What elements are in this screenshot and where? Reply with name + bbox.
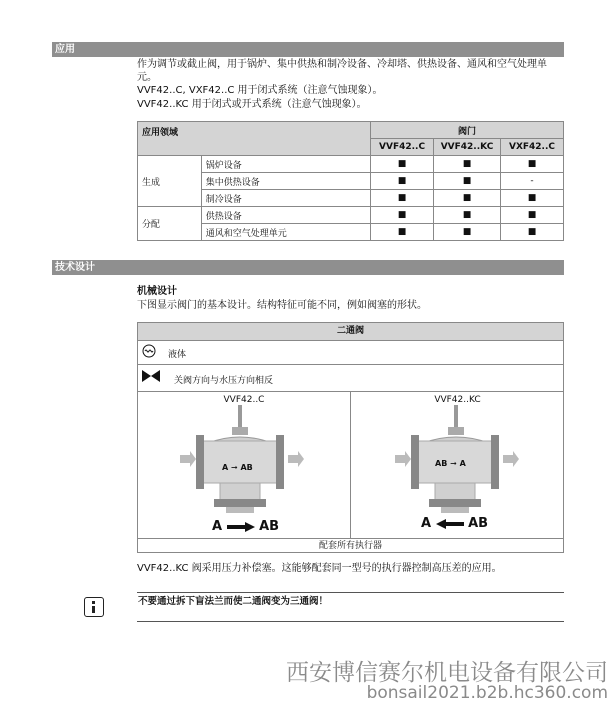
group-distribution: 分配 bbox=[138, 207, 202, 241]
mark-cell: ■ bbox=[434, 156, 501, 173]
mark-cell: ■ bbox=[371, 224, 434, 241]
arrow-left-icon bbox=[436, 519, 464, 529]
table-row bbox=[138, 156, 564, 173]
valve-symbol-icon bbox=[142, 370, 160, 382]
subtitle-mechanical-design: 机械设计 bbox=[137, 286, 177, 297]
diagram-vvf42-c bbox=[138, 391, 351, 538]
group-generation: 生成 bbox=[138, 156, 202, 207]
model-vvf42-c: VVF42..C bbox=[371, 139, 434, 156]
mark-cell: ■ bbox=[434, 207, 501, 224]
mark-cell: ■ bbox=[501, 156, 564, 173]
header-valve: 阀门 bbox=[371, 122, 564, 139]
diagram-title: VVF42..C bbox=[223, 395, 265, 405]
row-label: 制冷设备 bbox=[201, 190, 370, 207]
warning-text: 不要通过拆下盲法兰而使二通阀变为三通阀！ bbox=[138, 596, 329, 607]
warning-bottom-rule bbox=[137, 621, 564, 622]
section-header-technical-design: 技术设计 bbox=[52, 260, 564, 275]
table-header-row bbox=[138, 122, 564, 139]
watermark-url: bonsail2021.b2b.hc360.com bbox=[366, 683, 608, 703]
design-box-header: 二通阀 bbox=[138, 323, 563, 341]
mark-cell: ■ bbox=[371, 207, 434, 224]
application-open-systems: VVF42..KC 用于闭式或开式系统（注意气蚀现象）。 bbox=[137, 99, 367, 110]
flow-label-bottom: A AB bbox=[212, 519, 280, 534]
model-vvf42-kc: VVF42..KC bbox=[434, 139, 501, 156]
row-label: 集中供热设备 bbox=[201, 173, 370, 190]
mark-cell: ■ bbox=[501, 207, 564, 224]
watermark-company: 西安博信赛尔机电设备有限公司 bbox=[286, 660, 608, 686]
diagram-vvf42-kc bbox=[351, 391, 564, 538]
liquid-row bbox=[138, 340, 563, 365]
flow-label-bottom: A AB bbox=[421, 516, 489, 531]
liquid-icon bbox=[142, 344, 156, 358]
mark-cell: ■ bbox=[371, 173, 434, 190]
mark-cell: ■ bbox=[501, 224, 564, 241]
warning-top-rule bbox=[137, 592, 564, 593]
design-intro: 下图显示阀门的基本设计。结构特征可能不同，例如阀塞的形状。 bbox=[137, 300, 427, 311]
info-icon bbox=[84, 597, 104, 617]
diagram-title: VVF42..KC bbox=[434, 395, 481, 405]
application-closed-systems: VVF42..C, VXF42..C 用于闭式系统（注意气蚀现象）。 bbox=[137, 85, 383, 96]
table-row bbox=[138, 207, 564, 224]
application-table bbox=[137, 121, 564, 241]
header-application-area: 应用领域 bbox=[138, 122, 371, 156]
flow-label-inner: AB ➞ A bbox=[435, 459, 466, 468]
mark-cell: ■ bbox=[371, 190, 434, 207]
arrow-right-icon bbox=[227, 522, 255, 532]
liquid-label: 液体 bbox=[168, 350, 187, 360]
design-box-footer: 配套所有执行器 bbox=[138, 538, 563, 554]
flow-label-inner: A ➞ AB bbox=[222, 463, 253, 472]
section-header-application: 应用 bbox=[52, 42, 564, 57]
mark-cell: ■ bbox=[371, 156, 434, 173]
application-paragraph: 作为调节或截止阀，用于锅炉、集中供热和制冷设备、冷却塔、供热设备、通风和空气处理单 元。 bbox=[137, 59, 547, 83]
kc-note: VVF42..KC 阀采用压力补偿塞。这能够配套同一型号的执行器控制高压差的应用。 bbox=[137, 563, 502, 574]
valve-design-box bbox=[137, 322, 564, 553]
direction-row bbox=[138, 364, 563, 392]
mark-cell: ■ bbox=[501, 190, 564, 207]
row-label: 通风和空气处理单元 bbox=[201, 224, 370, 241]
table-row bbox=[138, 190, 564, 207]
table-row bbox=[138, 173, 564, 190]
mark-cell: ■ bbox=[434, 173, 501, 190]
mark-cell: ■ bbox=[434, 190, 501, 207]
direction-label: 关阀方向与水压方向相反 bbox=[174, 376, 274, 386]
row-label: 供热设备 bbox=[201, 207, 370, 224]
row-label: 锅炉设备 bbox=[201, 156, 370, 173]
model-vxf42-c: VXF42..C bbox=[501, 139, 564, 156]
mark-cell: ■ bbox=[434, 224, 501, 241]
mark-cell: - bbox=[501, 173, 564, 190]
table-row bbox=[138, 224, 564, 241]
